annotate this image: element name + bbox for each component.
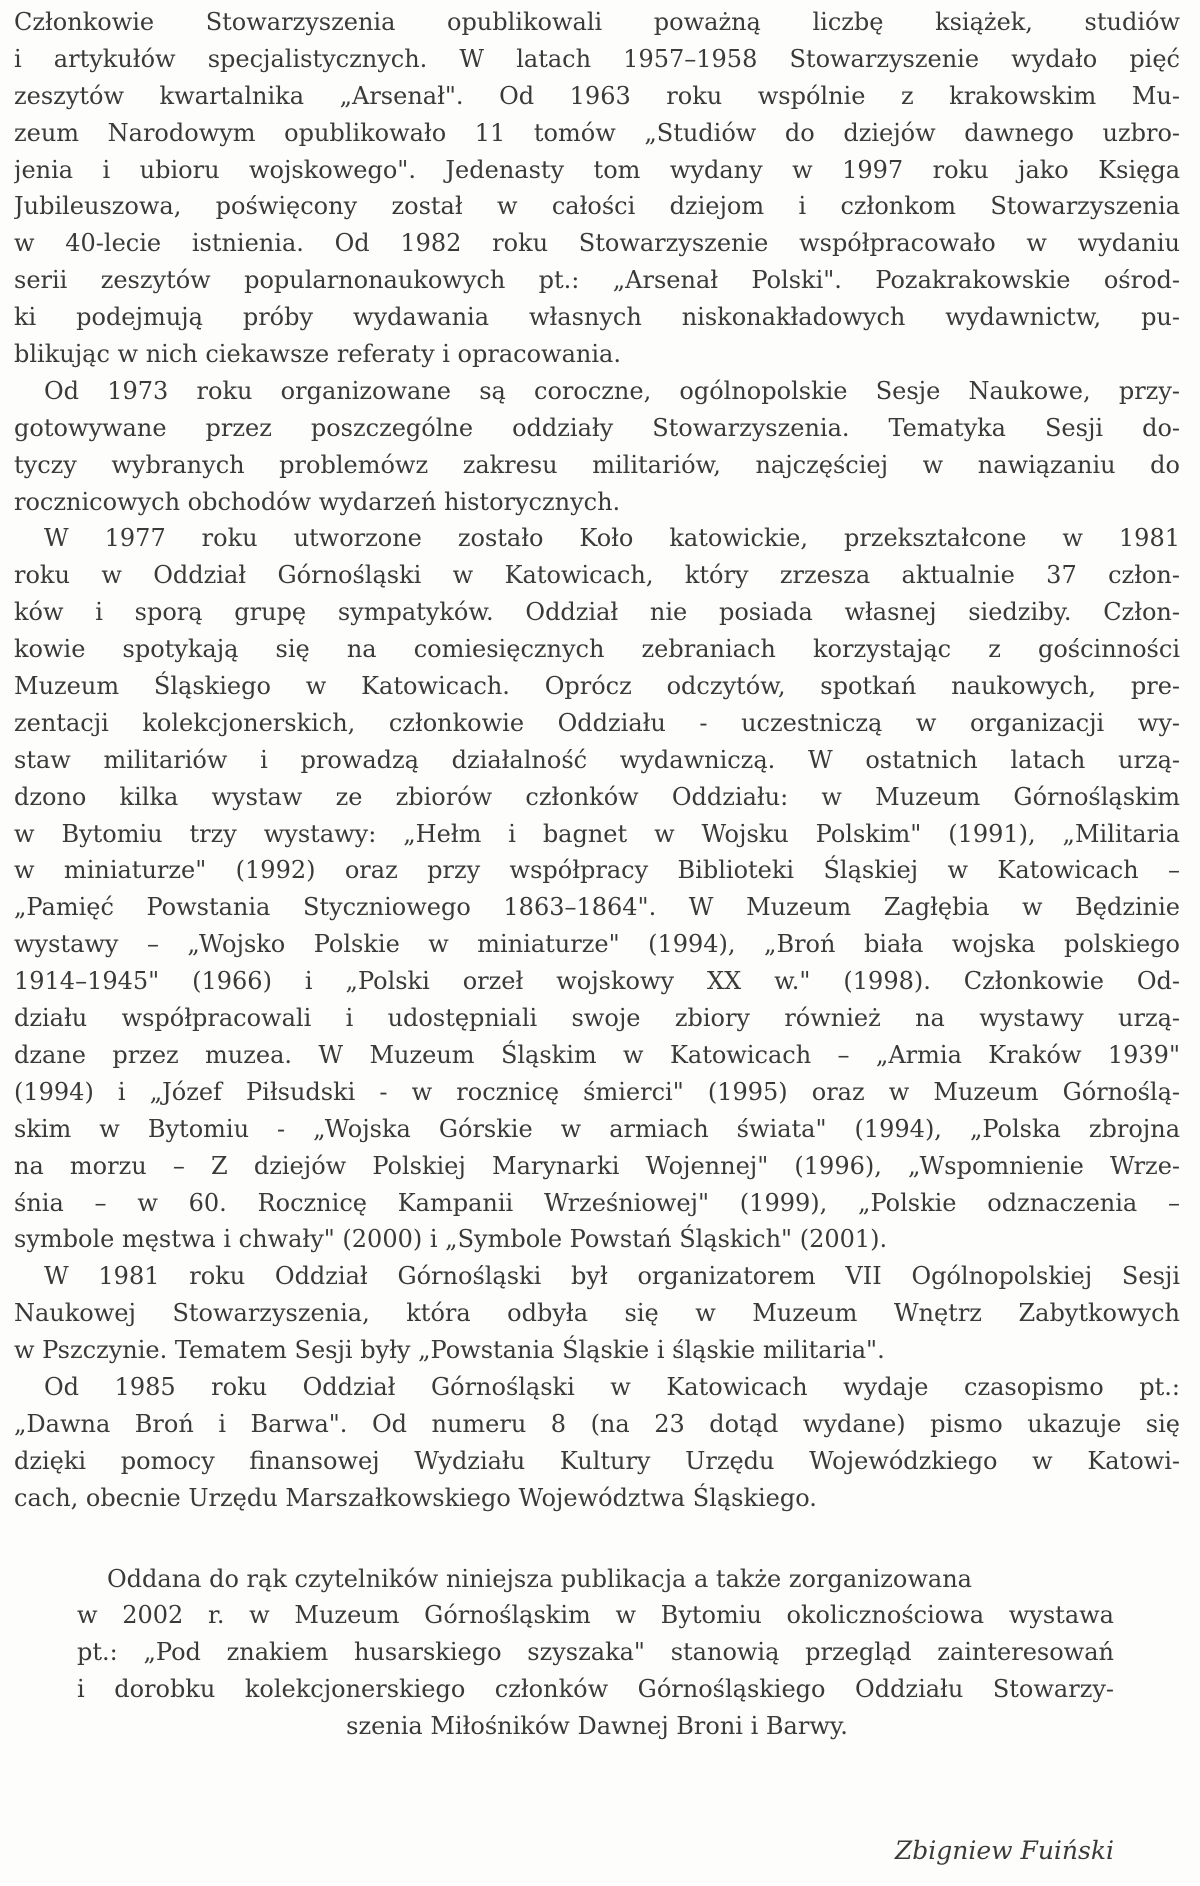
paragraph-katowice-branch [14,520,1180,1258]
text-line: szenia Miłośników Dawnej Broni i Barwy. [346,1712,848,1741]
text-line: Naukowej Stowarzyszenia, która odbyła się w Muzeum Wnętrz Zabytkowych [14,1299,1180,1328]
text-line: w miniaturze" (1992) oraz przy współpracy Biblioteki Śląskiej w Katowicach – [14,856,1180,885]
text-line: na morzu – Z dziejów Polskiej Marynarki Wojennej" (1996), „Wspomnienie Wrze- [14,1151,1180,1180]
text-line: W 1981 roku Oddział Górnośląski był organizatorem VII Ogólnopolskiej Sesji [44,1262,1180,1291]
text-line: śnia – w 60. Rocznicę Kampanii Wrześniowej" (1999), „Polskie odznaczenia – [14,1188,1180,1217]
text-line: i dorobku kolekcjonerskiego członków Górnośląskiego Oddziału Stowarzy- [77,1675,1114,1704]
text-line: dzięki pomocy finansowej Wydziału Kultury Urzędu Wojewódzkiego w Katowi- [14,1446,1180,1475]
text-line: Od 1973 roku organizowane są coroczne, ogólnopolskie Sesje Naukowe, przy- [44,376,1180,405]
text-line: zeum Narodowym opublikowało 11 tomów „Studiów do dziejów dawnego uzbro- [14,118,1180,147]
paragraph-periodical [14,1369,1180,1517]
text-line: jenia i ubioru wojskowego". Jedenasty tom wydany w 1997 roku jako Księga [14,155,1180,184]
section-gap [14,1517,1180,1561]
text-line: w 2002 r. w Muzeum Górnośląskim w Bytomiu okolicznościowa wystawa [77,1601,1114,1630]
text-line: zentacji kolekcjonerskich, członkowie Oddziału - uczestniczą w organizacji wy- [14,708,1180,737]
text-line: Muzeum Śląskiego w Katowicach. Oprócz odczytów, spotkań naukowych, pre- [14,672,1180,701]
text-line: dzane przez muzea. W Muzeum Śląskim w Katowicach – „Armia Kraków 1939" [14,1040,1180,1069]
text-line: i artykułów specjalistycznych. W latach 1957–1958 Stowarzyszenie wydało pięć [14,44,1180,73]
text-line: Oddana do rąk czytelników niniejsza publikacja a także zorganizowana [107,1564,972,1593]
paragraph-1981-session [14,1258,1180,1369]
text-line: cach, obecnie Urzędu Marszałkowskiego Województwa Śląskiego. [14,1483,817,1512]
text-line: roku w Oddział Górnośląski w Katowicach, który zrzesza aktualnie 37 człon- [14,561,1180,590]
text-line: symbole męstwa i chwały" (2000) i „Symbole Powstań Śląskich" (2001). [14,1225,888,1254]
text-line: gotowywane przez poszczególne oddziały Stowarzyszenia. Tematyka Sesji do- [14,413,1180,442]
text-line: tyczy wybranych problemówz zakresu militariów, najczęściej w nawiązaniu do [14,450,1180,479]
paragraph-publications [14,4,1180,373]
text-line: wystawy – „Wojsko Polskie w miniaturze" (1994), „Broń biała wojska polskiego [14,930,1180,959]
closing-paragraph [14,1561,1180,1745]
text-line: rocznicowych obchodów wydarzeń historycznych. [14,487,621,516]
text-line: w Bytomiu trzy wystawy: „Hełm i bagnet w Wojsku Polskim" (1991), „Militaria [14,819,1180,848]
text-line: pt.: „Pod znakiem husarskiego szyszaka" stanowią przegląd zainteresowań [77,1638,1114,1667]
text-line: Od 1985 roku Oddział Górnośląski w Katowicach wydaje czasopismo pt.: [44,1372,1180,1401]
text-line: w 40-lecie istnienia. Od 1982 roku Stowarzyszenie współpracowało w wydaniu [14,229,1180,258]
text-line: staw militariów i prowadzą działalność wydawniczą. W ostatnich latach urzą- [14,745,1180,774]
text-line: „Dawna Broń i Barwa". Od numeru 8 (na 23 dotąd wydane) pismo ukazuje się [14,1409,1180,1438]
text-line: Członkowie Stowarzyszenia opublikowali poważną liczbę książek, studiów [14,8,1180,36]
text-line: 1914–1945" (1966) i „Polski orzeł wojskowy XX w." (1998). Członkowie Od- [14,967,1180,996]
author-signature: Zbigniew Fuiński [894,1836,1114,1865]
text-line: kowie spotykają się na comiesięcznych zebraniach korzystając z gościnności [14,635,1180,664]
text-line: ki podejmują próby wydawania własnych niskonakładowych wydawnictw, pu- [14,303,1180,332]
text-line: (1994) i „Józef Piłsudski - w rocznicę śmierci" (1995) oraz w Muzeum Górnoślą- [14,1077,1180,1106]
text-line: w Pszczynie. Tematem Sesji były „Powstania Śląskie i śląskie militaria". [14,1336,885,1365]
text-line: skim w Bytomiu - „Wojska Górskie w armiach świata" (1994), „Polska zbrojna [14,1114,1180,1143]
text-line: zeszytów kwartalnika „Arsenał". Od 1963 roku wspólnie z krakowskim Mu- [14,81,1180,110]
document-body [14,4,1180,1745]
text-line: ków i sporą grupę sympatyków. Oddział nie posiada własnej siedziby. Człon- [14,598,1180,627]
text-line: serii zeszytów popularnonaukowych pt.: „Arsenał Polski". Pozakrakowskie ośrod- [14,266,1180,295]
text-line: W 1977 roku utworzone zostało Koło katowickie, przekształcone w 1981 [44,524,1180,553]
text-line: Jubileuszowa, poświęcony został w całości dziejom i członkom Stowarzyszenia [14,192,1180,221]
text-line: blikując w nich ciekawsze referaty i opracowania. [14,340,621,369]
text-line: dzono kilka wystaw ze zbiorów członków Oddziału: w Muzeum Górnośląskim [14,782,1180,811]
text-line: „Pamięć Powstania Styczniowego 1863–1864". W Muzeum Zagłębia w Będzinie [14,893,1180,922]
text-line: działu współpracowali i udostępniali swoje zbiory również na wystawy urzą- [14,1004,1180,1033]
paragraph-sessions [14,373,1180,521]
